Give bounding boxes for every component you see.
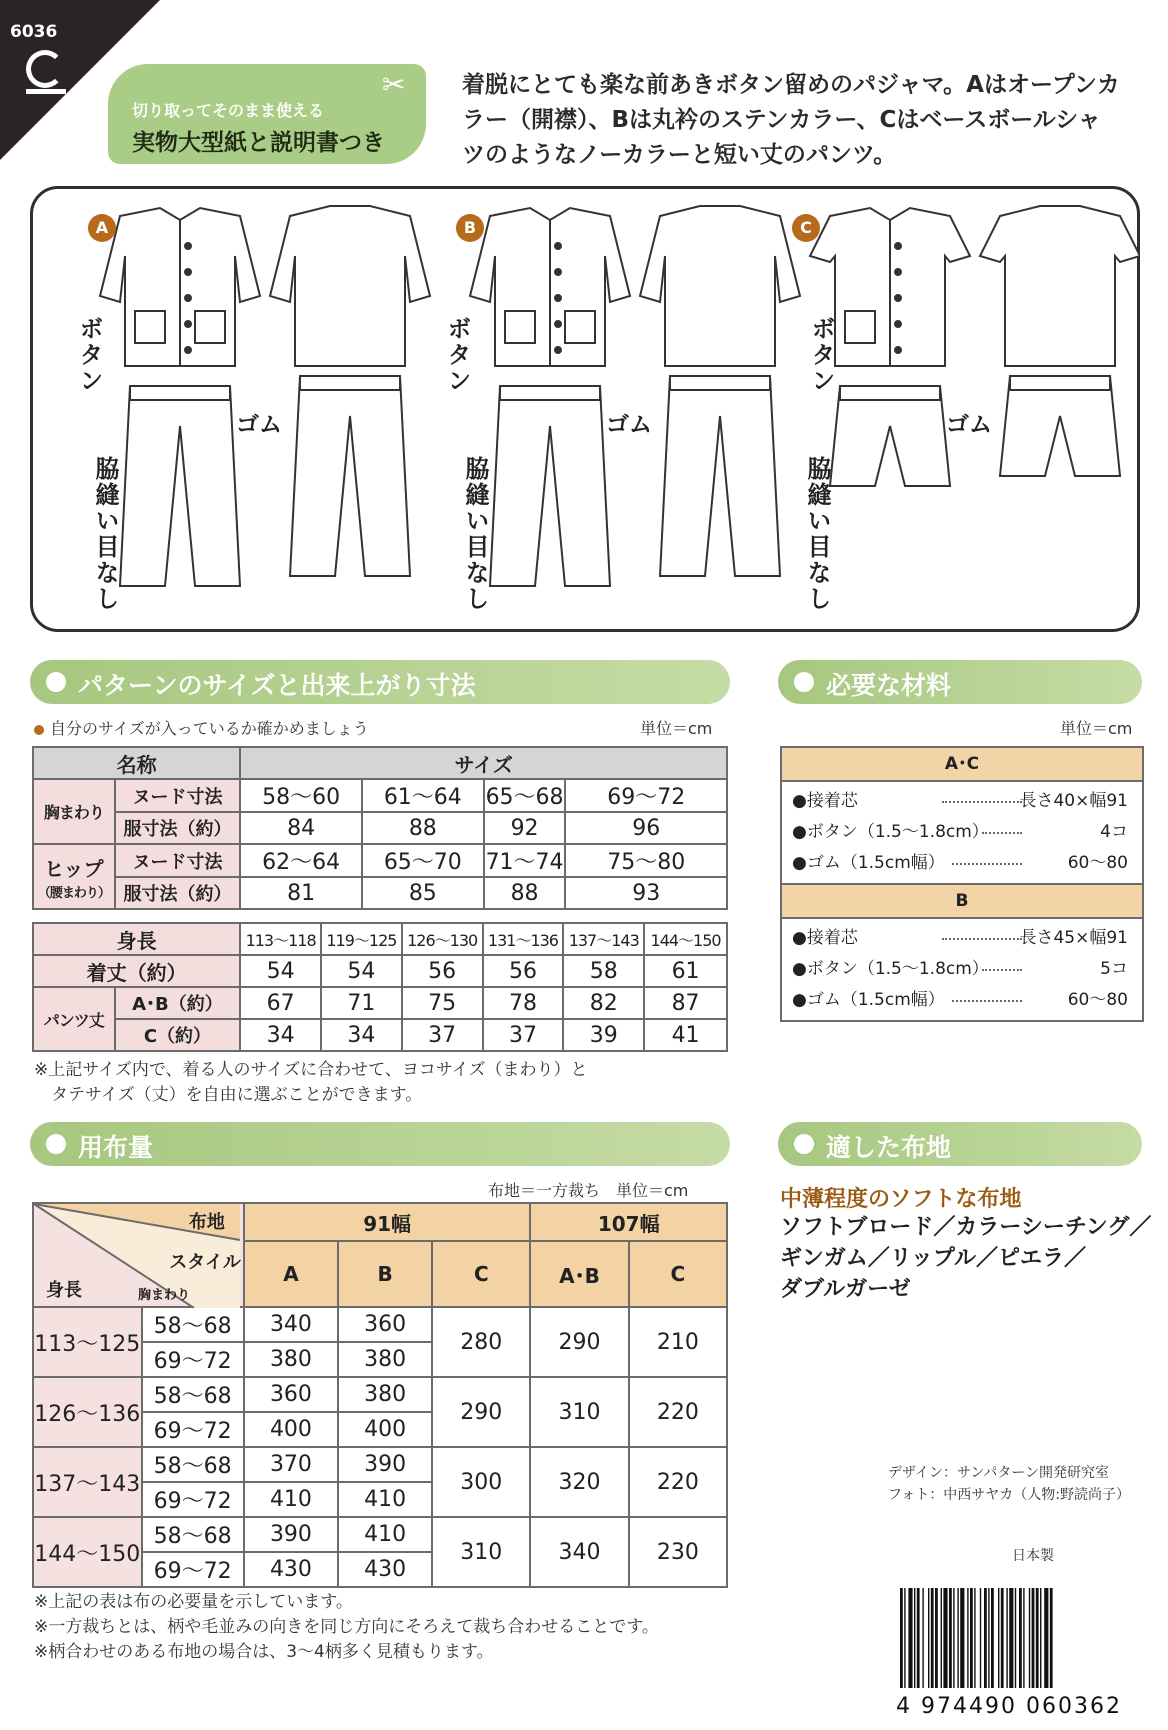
fabric-table: 布地 スタイル 身長 胸まわり 91幅 107幅 A B C A･B C 113〜125 58〜68 340 360 280 290 210 69〜72 380 380 126〜136 58〜68 360 380 290 310 220 69〜72 400 400 137〜143 58〜68 370 390 300 320 220 69〜72 410 410 144〜150 58〜68 390 410 310 340 230 69〜72 430 430 — [32, 1202, 728, 1588]
size-unit: 単位＝cm — [640, 719, 713, 738]
label-button-c: ボタン — [807, 316, 835, 394]
style-a-marker: A — [88, 214, 116, 242]
product-description: 着脱にとても楽な前あきボタン留めのパジャマ。Aはオープンカ ラー（開襟）、Bは丸衿のステンカラー、Cはベースボールシャ ツのようなノーカラーと短い丈のパンツ。 — [462, 72, 1120, 168]
style-b-marker: B — [456, 214, 484, 242]
table-row: 69〜72 400 400 — [33, 1412, 727, 1447]
material-item: ●接着芯 長さ45×幅91 — [792, 928, 1128, 948]
size-footnote: ※上記サイズ内で、着る人のサイズに合わせて、ヨコサイズ（まわり）と タテサイズ（丈）を自由に選ぶことができます。 — [34, 1060, 588, 1105]
material-item: ●接着芯 長さ40×幅91 — [792, 791, 1128, 811]
style-c-marker: C — [792, 214, 820, 242]
made-in: 日本製 — [1012, 1548, 1054, 1564]
fabric-section-header: 用布量 — [30, 1122, 730, 1166]
material-item: ●ボタン（1.5〜1.8cm） 4コ — [792, 822, 1128, 842]
table-row: 113〜125 58〜68 340 360 280 290 210 — [33, 1307, 727, 1342]
pattern-number: 6036 — [10, 22, 58, 42]
brand-logo-icon — [26, 50, 64, 88]
label-elastic-c: ゴム — [946, 412, 992, 438]
barcode-icon — [896, 1588, 1144, 1688]
suitable-list: ソフトブロード／カラーシーチング／ ギンガム／リップル／ピエラ／ ダブルガーゼ — [780, 1215, 1152, 1302]
height-table: 身長 113〜118 119〜125 126〜130 131〜136 137〜143 144〜150 着丈（約） 54 54 56 56 58 61 パンツ丈 A･B（約） 67 71 75 78 82 87 C（約） 34 34 37 37 39 41 — [32, 922, 728, 1052]
fabric-unit: 布地＝一方裁ち 単位＝cm — [488, 1181, 689, 1200]
material-item: ●ゴム（1.5cm幅） 60〜80 — [792, 990, 1128, 1010]
credits: デザイン：サンパターン開発研究室 フォト：中西サヤカ（人物:野読尚子） — [888, 1465, 1131, 1503]
size-table: 名称 サイズ 胸まわり ヌード寸法 58〜60 61〜64 65〜68 69〜72 服寸法（約） 84 88 92 96 ヒップ （腰まわり） ヌード寸法 62〜64 65〜70 71〜74 75〜80 服寸法（約） 81 85 88 93 — [32, 746, 728, 910]
table-row: 144〜150 58〜68 390 410 310 340 230 — [33, 1517, 727, 1552]
label-button-a: ボタン — [75, 316, 103, 394]
materials-unit: 単位＝cm — [1060, 719, 1133, 738]
badge-subtitle: 切り取ってそのまま使える — [132, 101, 325, 120]
label-elastic-b: ゴム — [606, 412, 652, 438]
size-section-header: パターンのサイズと出来上がり寸法 — [30, 660, 730, 704]
label-no-seam-c: 脇縫い目なし — [803, 456, 831, 612]
table-row: 126〜136 58〜68 360 380 290 310 220 — [33, 1377, 727, 1412]
suitable-subtitle: 中薄程度のソフトな布地 — [780, 1187, 1022, 1212]
suitable-section-header: 適した布地 — [778, 1122, 1142, 1166]
scissors-icon: ✂ — [382, 68, 406, 101]
materials-table: A･C ●接着芯 長さ40×幅91 ●ボタン（1.5〜1.8cm） 4コ ●ゴム（1.5cm幅） 60〜80 B ●接着芯 長さ45×幅91 ●ボタン（1.5〜1.8cm） 5コ ●ゴム（1.5cm幅） 60〜80 — [780, 746, 1144, 1022]
label-button-b: ボタン — [443, 316, 471, 394]
brand-logo-bar — [26, 89, 66, 94]
material-item: ●ゴム（1.5cm幅） 60〜80 — [792, 853, 1128, 873]
label-no-seam-a: 脇縫い目なし — [91, 456, 119, 612]
badge-title: 実物大型紙と説明書つき — [132, 130, 385, 156]
label-elastic-a: ゴム — [236, 412, 282, 438]
barcode-number: 4 974490 060362 — [896, 1694, 1122, 1719]
size-note: 自分のサイズが入っているか確かめましょう — [34, 716, 369, 739]
table-row: 69〜72 380 380 — [33, 1342, 727, 1377]
table-row: 69〜72 410 410 — [33, 1482, 727, 1517]
fabric-footnotes: ※上記の表は布の必要量を示しています。 ※一方裁ちとは、柄や毛並みの向きを同じ方向にそろえて裁ち合わせることです。 ※柄合わせのある布地の場合は、3〜4柄多く見積もります。 — [34, 1592, 659, 1662]
table-row: 69〜72 430 430 — [33, 1552, 727, 1587]
material-item: ●ボタン（1.5〜1.8cm） 5コ — [792, 959, 1128, 979]
table-row: 137〜143 58〜68 370 390 300 320 220 — [33, 1447, 727, 1482]
label-no-seam-b: 脇縫い目なし — [461, 456, 489, 612]
materials-section-header: 必要な材料 — [778, 660, 1142, 704]
